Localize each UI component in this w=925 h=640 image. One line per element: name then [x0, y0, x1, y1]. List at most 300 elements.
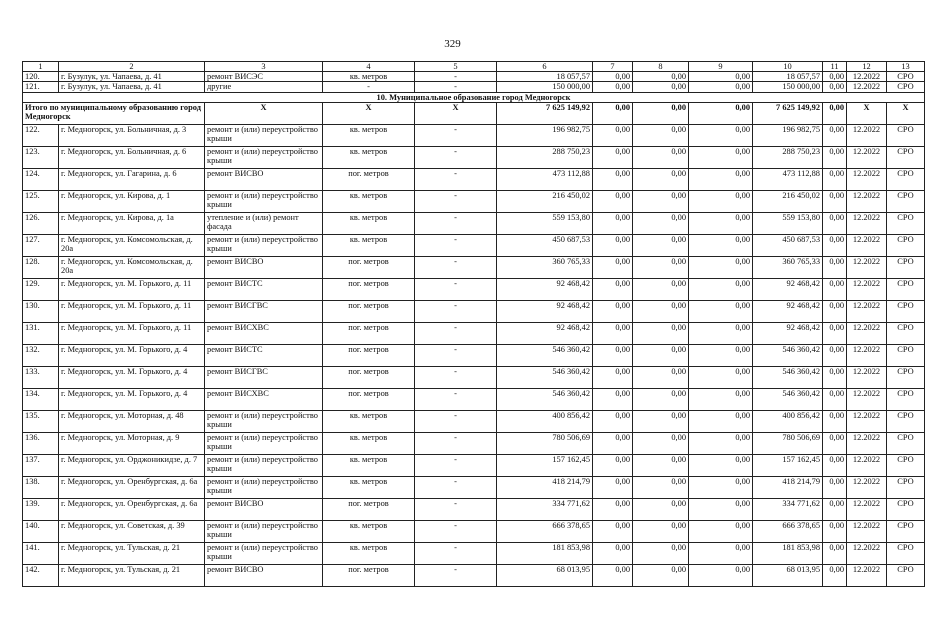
column-number: 10 [753, 62, 823, 72]
owners-funds-cell: 157 162,45 [753, 454, 823, 476]
local-budget-cell: 0,00 [689, 168, 753, 190]
total-cost-cell: 559 153,80 [497, 212, 593, 234]
local-budget-cell: 0,00 [689, 256, 753, 278]
table-row [23, 322, 925, 344]
deadline-cell: 12.2022 [847, 366, 887, 388]
fund-cell: 0,00 [593, 432, 633, 454]
address-cell: г. Медногорск, ул. М. Горького, д. 4 [59, 344, 205, 366]
budget-cell: 0,00 [633, 388, 689, 410]
deadline-cell: 12.2022 [847, 82, 887, 92]
owners-funds-cell: 546 360,42 [753, 344, 823, 366]
fund-cell: 0,00 [593, 82, 633, 92]
local-budget-cell: 0,00 [689, 564, 753, 586]
other-funds-cell: 0,00 [823, 82, 847, 92]
table-row [23, 300, 925, 322]
address-cell: г. Медногорск, ул. Советская, д. 39 [59, 520, 205, 542]
address-cell: г. Медногорск, ул. Больничная, д. 3 [59, 124, 205, 146]
work-type-cell: ремонт и (или) переустройство крыши [205, 190, 323, 212]
total-cost-cell: 473 112,88 [497, 168, 593, 190]
owners-funds-cell: 18 057,57 [753, 72, 823, 82]
quantity-cell: - [415, 146, 497, 168]
table-row [23, 366, 925, 388]
local-budget-cell: 0,00 [689, 388, 753, 410]
other-funds-cell: 0,00 [823, 234, 847, 256]
page-number: 329 [444, 38, 461, 50]
owners-funds-cell: 450 687,53 [753, 234, 823, 256]
work-type-cell: ремонт ВИСВО [205, 564, 323, 586]
column-number: 8 [633, 62, 689, 72]
deadline-cell: 12.2022 [847, 124, 887, 146]
row-number: 139. [23, 498, 59, 520]
method-cell: СРО [887, 124, 925, 146]
local-budget-cell: 0,00 [689, 498, 753, 520]
address-cell: г. Медногорск, ул. Тульская, д. 21 [59, 542, 205, 564]
quantity-cell: - [415, 432, 497, 454]
fund-cell: 0,00 [593, 520, 633, 542]
fund-cell: 0,00 [593, 366, 633, 388]
owners-funds-cell: 150 000,00 [753, 82, 823, 92]
fund-cell: 0,00 [593, 300, 633, 322]
unit-cell: пог. метров [323, 366, 415, 388]
total-cell: 7 625 149,92 [753, 102, 823, 124]
table-row [23, 146, 925, 168]
other-funds-cell: 0,00 [823, 322, 847, 344]
unit-cell: пог. метров [323, 300, 415, 322]
fund-cell: 0,00 [593, 234, 633, 256]
work-type-cell: ремонт ВИСВО [205, 256, 323, 278]
quantity-cell: - [415, 564, 497, 586]
method-cell: СРО [887, 432, 925, 454]
owners-funds-cell: 216 450,02 [753, 190, 823, 212]
column-number: 11 [823, 62, 847, 72]
local-budget-cell: 0,00 [689, 300, 753, 322]
quantity-cell: - [415, 410, 497, 432]
address-cell: г. Медногорск, ул. М. Горького, д. 11 [59, 300, 205, 322]
unit-cell: пог. метров [323, 564, 415, 586]
other-funds-cell: 0,00 [823, 498, 847, 520]
total-cost-cell: 666 378,65 [497, 520, 593, 542]
row-number: 141. [23, 542, 59, 564]
method-cell: СРО [887, 454, 925, 476]
local-budget-cell: 0,00 [689, 366, 753, 388]
owners-funds-cell: 92 468,42 [753, 278, 823, 300]
deadline-cell: 12.2022 [847, 322, 887, 344]
method-cell: СРО [887, 278, 925, 300]
column-number: 4 [323, 62, 415, 72]
work-type-cell: ремонт ВИСВО [205, 168, 323, 190]
column-number: 7 [593, 62, 633, 72]
local-budget-cell: 0,00 [689, 476, 753, 498]
quantity-cell: - [415, 82, 497, 92]
unit-cell: пог. метров [323, 322, 415, 344]
owners-funds-cell: 418 214,79 [753, 476, 823, 498]
row-number: 121. [23, 82, 59, 92]
table-row [23, 542, 925, 564]
row-number: 134. [23, 388, 59, 410]
owners-funds-cell: 546 360,42 [753, 366, 823, 388]
fund-cell: 0,00 [593, 476, 633, 498]
method-cell: СРО [887, 72, 925, 82]
budget-cell: 0,00 [633, 344, 689, 366]
total-cell: X [415, 102, 497, 124]
method-cell: СРО [887, 520, 925, 542]
row-number: 127. [23, 234, 59, 256]
quantity-cell: - [415, 234, 497, 256]
quantity-cell: - [415, 388, 497, 410]
other-funds-cell: 0,00 [823, 454, 847, 476]
total-cell: X [205, 102, 323, 124]
total-cell: 0,00 [823, 102, 847, 124]
local-budget-cell: 0,00 [689, 432, 753, 454]
unit-cell: пог. метров [323, 168, 415, 190]
total-cost-cell: 92 468,42 [497, 300, 593, 322]
owners-funds-cell: 473 112,88 [753, 168, 823, 190]
budget-cell: 0,00 [633, 366, 689, 388]
budget-cell: 0,00 [633, 476, 689, 498]
deadline-cell: 12.2022 [847, 564, 887, 586]
unit-cell: кв. метров [323, 212, 415, 234]
quantity-cell: - [415, 124, 497, 146]
method-cell: СРО [887, 146, 925, 168]
section-title-row [23, 92, 925, 102]
other-funds-cell: 0,00 [823, 300, 847, 322]
other-funds-cell: 0,00 [823, 278, 847, 300]
owners-funds-cell: 68 013,95 [753, 564, 823, 586]
total-cell: X [847, 102, 887, 124]
quantity-cell: - [415, 72, 497, 82]
other-funds-cell: 0,00 [823, 388, 847, 410]
owners-funds-cell: 334 771,62 [753, 498, 823, 520]
method-cell: СРО [887, 168, 925, 190]
total-cost-cell: 450 687,53 [497, 234, 593, 256]
local-budget-cell: 0,00 [689, 542, 753, 564]
address-cell: г. Медногорск, ул. Оренбургская, д. 6а [59, 498, 205, 520]
table-row [23, 190, 925, 212]
address-cell: г. Медногорск, ул. Тульская, д. 21 [59, 564, 205, 586]
owners-funds-cell: 288 750,23 [753, 146, 823, 168]
fund-cell: 0,00 [593, 454, 633, 476]
quantity-cell: - [415, 344, 497, 366]
local-budget-cell: 0,00 [689, 72, 753, 82]
budget-cell: 0,00 [633, 410, 689, 432]
address-cell: г. Медногорск, ул. Моторная, д. 48 [59, 410, 205, 432]
other-funds-cell: 0,00 [823, 564, 847, 586]
total-cost-cell: 150 000,00 [497, 82, 593, 92]
row-number: 137. [23, 454, 59, 476]
table-row [23, 212, 925, 234]
deadline-cell: 12.2022 [847, 498, 887, 520]
table-row [23, 498, 925, 520]
table-row [23, 72, 925, 82]
work-type-cell: ремонт и (или) переустройство крыши [205, 542, 323, 564]
deadline-cell: 12.2022 [847, 388, 887, 410]
work-type-cell: ремонт ВИСГВС [205, 366, 323, 388]
row-number: 122. [23, 124, 59, 146]
unit-cell: кв. метров [323, 542, 415, 564]
other-funds-cell: 0,00 [823, 190, 847, 212]
table-row [23, 454, 925, 476]
budget-cell: 0,00 [633, 190, 689, 212]
local-budget-cell: 0,00 [689, 278, 753, 300]
method-cell: СРО [887, 82, 925, 92]
work-type-cell: ремонт ВИСВО [205, 498, 323, 520]
work-type-cell: ремонт ВИСЭС [205, 72, 323, 82]
method-cell: СРО [887, 388, 925, 410]
row-number: 124. [23, 168, 59, 190]
work-type-cell: ремонт ВИСТС [205, 344, 323, 366]
column-number: 1 [23, 62, 59, 72]
deadline-cell: 12.2022 [847, 146, 887, 168]
column-number: 13 [887, 62, 925, 72]
row-number: 133. [23, 366, 59, 388]
total-cost-cell: 546 360,42 [497, 388, 593, 410]
work-type-cell: ремонт и (или) переустройство крыши [205, 410, 323, 432]
unit-cell: кв. метров [323, 146, 415, 168]
quantity-cell: - [415, 212, 497, 234]
deadline-cell: 12.2022 [847, 212, 887, 234]
method-cell: СРО [887, 344, 925, 366]
table-row [23, 476, 925, 498]
budget-cell: 0,00 [633, 234, 689, 256]
deadline-cell: 12.2022 [847, 234, 887, 256]
address-cell: г. Медногорск, ул. М. Горького, д. 4 [59, 388, 205, 410]
column-number: 5 [415, 62, 497, 72]
method-cell: СРО [887, 410, 925, 432]
budget-cell: 0,00 [633, 256, 689, 278]
quantity-cell: - [415, 278, 497, 300]
budget-cell: 0,00 [633, 454, 689, 476]
owners-funds-cell: 666 378,65 [753, 520, 823, 542]
work-type-cell: ремонт и (или) переустройство крыши [205, 476, 323, 498]
municipality-total-row [23, 102, 925, 124]
fund-cell: 0,00 [593, 278, 633, 300]
work-type-cell: другие [205, 82, 323, 92]
work-type-cell: ремонт ВИСГВС [205, 300, 323, 322]
address-cell: г. Медногорск, ул. Кирова, д. 1 [59, 190, 205, 212]
fund-cell: 0,00 [593, 322, 633, 344]
total-cost-cell: 780 506,69 [497, 432, 593, 454]
owners-funds-cell: 92 468,42 [753, 300, 823, 322]
budget-cell: 0,00 [633, 564, 689, 586]
unit-cell: - [323, 82, 415, 92]
owners-funds-cell: 181 853,98 [753, 542, 823, 564]
other-funds-cell: 0,00 [823, 256, 847, 278]
quantity-cell: - [415, 168, 497, 190]
budget-cell: 0,00 [633, 82, 689, 92]
work-type-cell: ремонт и (или) переустройство крыши [205, 124, 323, 146]
table-row [23, 564, 925, 586]
address-cell: г. Медногорск, ул. Орджоникидзе, д. 7 [59, 454, 205, 476]
method-cell: СРО [887, 190, 925, 212]
local-budget-cell: 0,00 [689, 146, 753, 168]
deadline-cell: 12.2022 [847, 454, 887, 476]
total-label: Итого по муниципальному образованию город Медногорск [23, 102, 205, 124]
budget-cell: 0,00 [633, 124, 689, 146]
budget-cell: 0,00 [633, 300, 689, 322]
row-number: 142. [23, 564, 59, 586]
column-number: 3 [205, 62, 323, 72]
local-budget-cell: 0,00 [689, 212, 753, 234]
row-number: 126. [23, 212, 59, 234]
work-type-cell: ремонт и (или) переустройство крыши [205, 520, 323, 542]
row-number: 130. [23, 300, 59, 322]
quantity-cell: - [415, 520, 497, 542]
method-cell: СРО [887, 300, 925, 322]
deadline-cell: 12.2022 [847, 72, 887, 82]
row-number: 138. [23, 476, 59, 498]
address-cell: г. Медногорск, ул. Оренбургская, д. 6а [59, 476, 205, 498]
table-row [23, 344, 925, 366]
address-cell: г. Медногорск, ул. М. Горького, д. 11 [59, 322, 205, 344]
local-budget-cell: 0,00 [689, 344, 753, 366]
quantity-cell: - [415, 300, 497, 322]
unit-cell: кв. метров [323, 520, 415, 542]
work-type-cell: ремонт и (или) переустройство крыши [205, 234, 323, 256]
column-number: 12 [847, 62, 887, 72]
other-funds-cell: 0,00 [823, 476, 847, 498]
fund-cell: 0,00 [593, 388, 633, 410]
budget-cell: 0,00 [633, 432, 689, 454]
total-cost-cell: 546 360,42 [497, 366, 593, 388]
method-cell: СРО [887, 476, 925, 498]
total-cell: X [323, 102, 415, 124]
unit-cell: кв. метров [323, 124, 415, 146]
local-budget-cell: 0,00 [689, 520, 753, 542]
method-cell: СРО [887, 498, 925, 520]
row-number: 140. [23, 520, 59, 542]
unit-cell: кв. метров [323, 432, 415, 454]
quantity-cell: - [415, 498, 497, 520]
budget-cell: 0,00 [633, 278, 689, 300]
work-type-cell: утепление и (или) ремонт фасада [205, 212, 323, 234]
other-funds-cell: 0,00 [823, 168, 847, 190]
total-cost-cell: 216 450,02 [497, 190, 593, 212]
method-cell: СРО [887, 322, 925, 344]
deadline-cell: 12.2022 [847, 300, 887, 322]
table-row [23, 388, 925, 410]
owners-funds-cell: 92 468,42 [753, 322, 823, 344]
fund-cell: 0,00 [593, 190, 633, 212]
address-cell: г. Медногорск, ул. Больничная, д. 6 [59, 146, 205, 168]
deadline-cell: 12.2022 [847, 278, 887, 300]
unit-cell: пог. метров [323, 278, 415, 300]
local-budget-cell: 0,00 [689, 190, 753, 212]
local-budget-cell: 0,00 [689, 322, 753, 344]
deadline-cell: 12.2022 [847, 542, 887, 564]
total-cell: X [887, 102, 925, 124]
budget-cell: 0,00 [633, 72, 689, 82]
address-cell: г. Медногорск, ул. Комсомольская, д. 20а [59, 234, 205, 256]
total-cost-cell: 418 214,79 [497, 476, 593, 498]
total-cost-cell: 68 013,95 [497, 564, 593, 586]
method-cell: СРО [887, 564, 925, 586]
fund-cell: 0,00 [593, 498, 633, 520]
column-number: 2 [59, 62, 205, 72]
table-row [23, 124, 925, 146]
other-funds-cell: 0,00 [823, 124, 847, 146]
other-funds-cell: 0,00 [823, 72, 847, 82]
deadline-cell: 12.2022 [847, 190, 887, 212]
row-number: 131. [23, 322, 59, 344]
method-cell: СРО [887, 542, 925, 564]
quantity-cell: - [415, 476, 497, 498]
total-cost-cell: 92 468,42 [497, 278, 593, 300]
address-cell: г. Медногорск, ул. Кирова, д. 1а [59, 212, 205, 234]
work-type-cell: ремонт ВИСХВС [205, 388, 323, 410]
table-row [23, 82, 925, 92]
deadline-cell: 12.2022 [847, 476, 887, 498]
unit-cell: пог. метров [323, 388, 415, 410]
unit-cell: кв. метров [323, 72, 415, 82]
quantity-cell: - [415, 256, 497, 278]
budget-cell: 0,00 [633, 542, 689, 564]
budget-cell: 0,00 [633, 168, 689, 190]
quantity-cell: - [415, 366, 497, 388]
unit-cell: кв. метров [323, 476, 415, 498]
unit-cell: кв. метров [323, 190, 415, 212]
deadline-cell: 12.2022 [847, 432, 887, 454]
method-cell: СРО [887, 234, 925, 256]
budget-cell: 0,00 [633, 498, 689, 520]
deadline-cell: 12.2022 [847, 520, 887, 542]
owners-funds-cell: 400 856,42 [753, 410, 823, 432]
row-number: 132. [23, 344, 59, 366]
address-cell: г. Бузулук, ул. Чапаева, д. 41 [59, 72, 205, 82]
section-title: 10. Муниципальное образование город Медногорск [23, 92, 925, 102]
unit-cell: кв. метров [323, 410, 415, 432]
column-number-row [23, 62, 925, 72]
local-budget-cell: 0,00 [689, 124, 753, 146]
deadline-cell: 12.2022 [847, 168, 887, 190]
deadline-cell: 12.2022 [847, 410, 887, 432]
address-cell: г. Медногорск, ул. М. Горького, д. 11 [59, 278, 205, 300]
unit-cell: кв. метров [323, 454, 415, 476]
work-type-cell: ремонт ВИСТС [205, 278, 323, 300]
local-budget-cell: 0,00 [689, 454, 753, 476]
table-row [23, 410, 925, 432]
address-cell: г. Медногорск, ул. Гагарина, д. 6 [59, 168, 205, 190]
total-cost-cell: 288 750,23 [497, 146, 593, 168]
budget-cell: 0,00 [633, 212, 689, 234]
fund-cell: 0,00 [593, 256, 633, 278]
total-cost-cell: 18 057,57 [497, 72, 593, 82]
local-budget-cell: 0,00 [689, 410, 753, 432]
unit-cell: пог. метров [323, 498, 415, 520]
total-cell: 7 625 149,92 [497, 102, 593, 124]
total-cost-cell: 360 765,33 [497, 256, 593, 278]
row-number: 129. [23, 278, 59, 300]
unit-cell: пог. метров [323, 256, 415, 278]
method-cell: СРО [887, 366, 925, 388]
total-cost-cell: 196 982,75 [497, 124, 593, 146]
deadline-cell: 12.2022 [847, 256, 887, 278]
other-funds-cell: 0,00 [823, 432, 847, 454]
row-number: 135. [23, 410, 59, 432]
work-type-cell: ремонт и (или) переустройство крыши [205, 432, 323, 454]
total-cost-cell: 334 771,62 [497, 498, 593, 520]
method-cell: СРО [887, 212, 925, 234]
other-funds-cell: 0,00 [823, 146, 847, 168]
fund-cell: 0,00 [593, 542, 633, 564]
fund-cell: 0,00 [593, 72, 633, 82]
fund-cell: 0,00 [593, 564, 633, 586]
total-cost-cell: 157 162,45 [497, 454, 593, 476]
total-cell: 0,00 [633, 102, 689, 124]
fund-cell: 0,00 [593, 212, 633, 234]
table-row [23, 256, 925, 278]
capital-repair-table [22, 61, 925, 587]
other-funds-cell: 0,00 [823, 520, 847, 542]
